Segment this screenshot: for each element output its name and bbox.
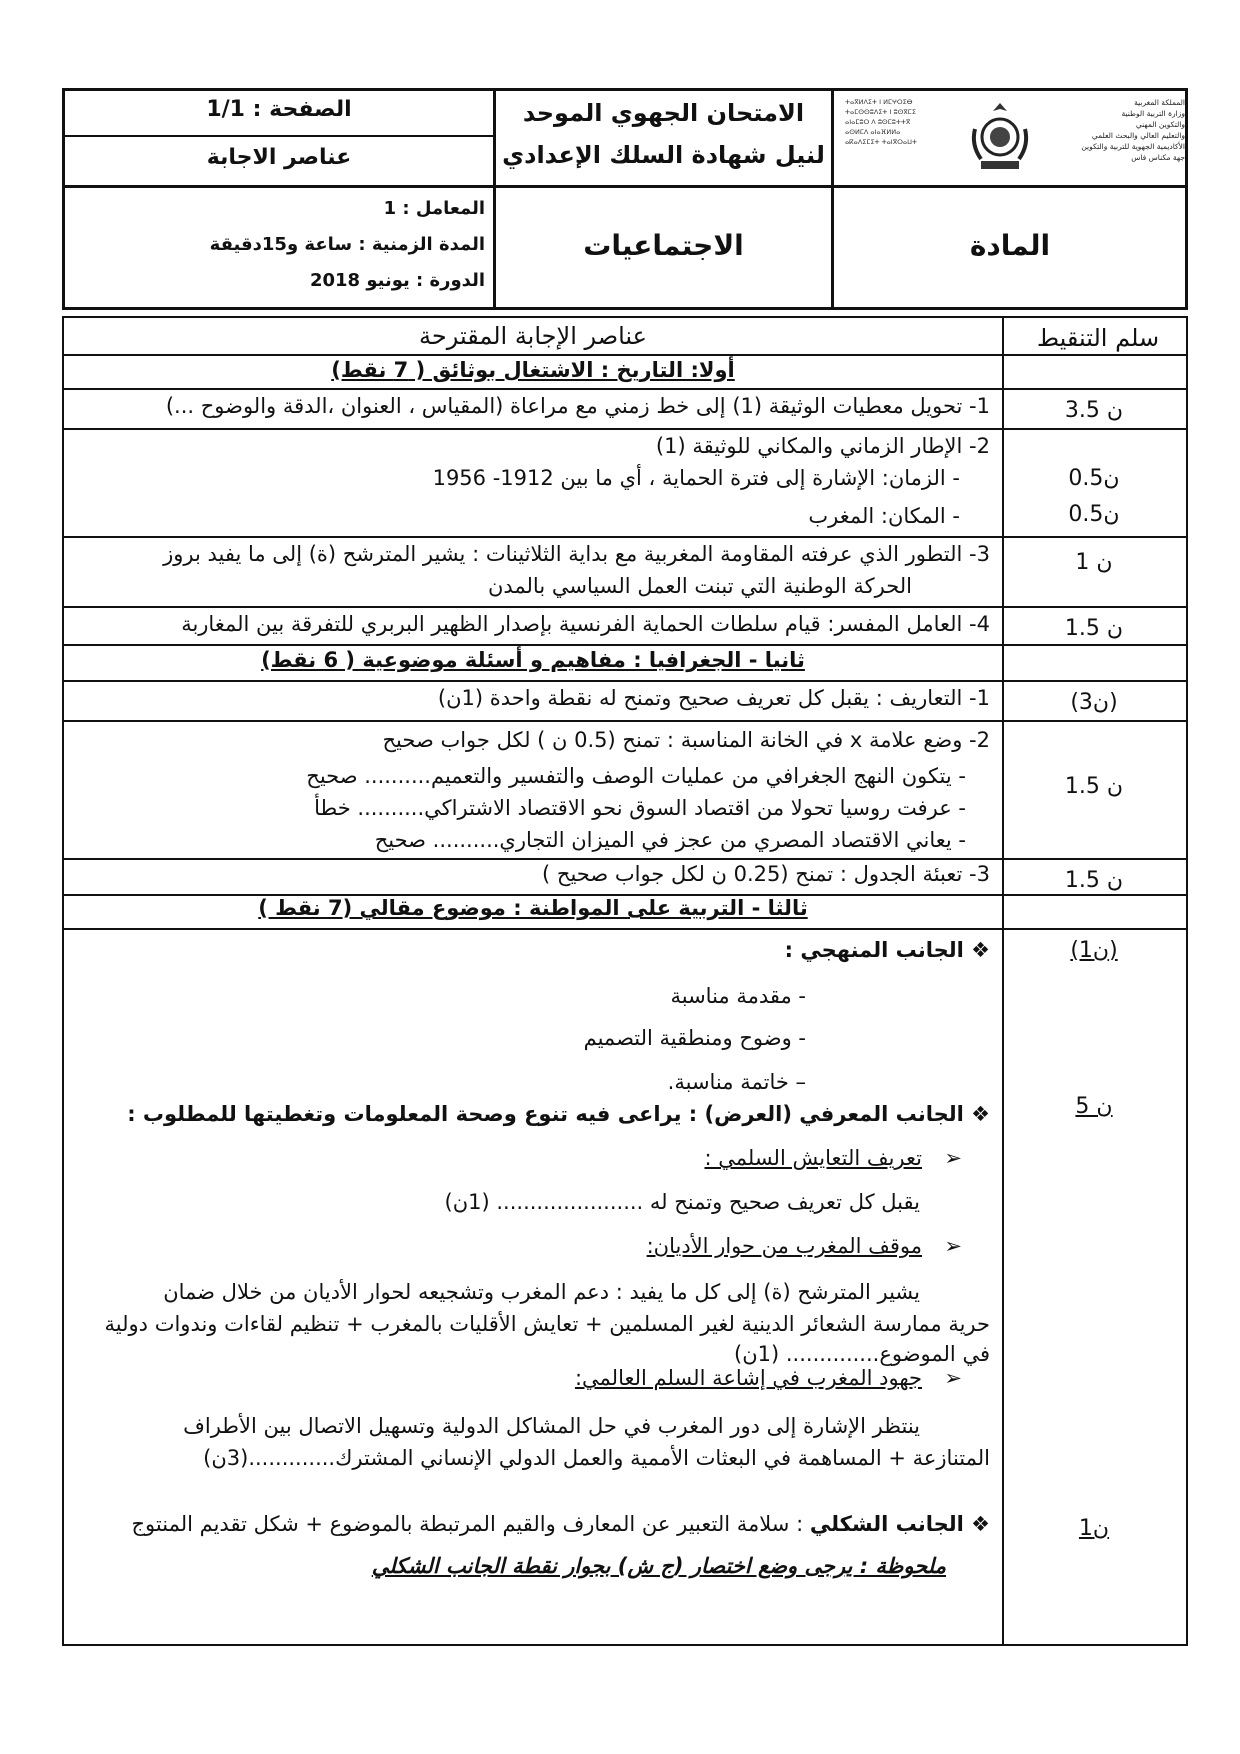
k3-bullet-icon: ➢ xyxy=(944,1366,962,1390)
section-citizenship-title: ثالثا - التربية على المواطنة : موضوع مقالي (7 نقط ) xyxy=(258,896,808,920)
method-conclusion: – خاتمة مناسبة. xyxy=(667,1070,806,1094)
k1-heading: تعريف التعايش السلمي : xyxy=(704,1146,922,1170)
score-q1: 3.5 ن xyxy=(1064,398,1124,423)
score-q3: 1 ن xyxy=(1075,550,1113,575)
k2-line3: في الموضوع.............. (1ن) xyxy=(734,1342,990,1366)
k2-line2: حرية ممارسة الشعائر الدينية لغير المسلمين + تعايش الأقليات بالمغرب + تنظيم لقاءات وندوات دولية xyxy=(104,1312,990,1336)
ministry-logo-block xyxy=(845,97,1185,181)
moroccan-coat-of-arms-icon xyxy=(967,99,1033,175)
coefficient: المعامل : 1 xyxy=(383,198,485,219)
score-method: (1ن) xyxy=(1070,938,1118,963)
ministry-tifinagh-text: ⵜⴰⴳⵍⴷⵉⵜ ⵏ ⵍⵎⵖⵔⵉⴱ ⵜⴰⵎⵙⵙⵓⴷⵉⵜ ⵏ ⵓⵙⴳⵎⵉ ⴰⵏⴰⵎⵓⵔ ⴷ ⵓⵙⵎⵓⵜⵜⴳ ⴰⵙⵍⵎⴷ ⴰⵏⴰⴼⵍⵍⴰ ⴰⴽⴰⴷⵉⵎⵉⵜ ⵜⴰⵏⴳⵔⴰⵡⵜ xyxy=(845,98,917,146)
duration: المدة الزمنية : ساعة و15دقيقة xyxy=(209,234,485,255)
ministry-arabic-text: المملكة المغربية وزارة التربية الوطنية والتكوين المهني والتعليم العالي والبحث العلمي الأكاديمية الجهوية للتربية والتكوين جهة مكناس فاس xyxy=(1081,98,1185,162)
exam-subtitle: لنيل شهادة السلك الإعدادي xyxy=(502,141,825,169)
score-form: 1ن xyxy=(1078,1516,1110,1541)
answer-q4: 4- العامل المفسر: قيام سلطات الحماية الفرنسية بإصدار الظهير البربري للتفرقة بين المغاربة xyxy=(181,612,990,636)
answer-g2: 2- وضع علامة x في الخانة المناسبة : تمنح (0.5 ن ) لكل جواب صحيح xyxy=(382,728,990,752)
answer-q2-time: - الزمان: الإشارة إلى فترة الحماية ، أي ما بين 1912- 1956 xyxy=(432,466,960,490)
answer-g1: 1- التعاريف : يقبل كل تعريف صحيح وتمنح له نقطة واحدة (1ن) xyxy=(437,686,990,710)
score-knowledge: 5 ن xyxy=(1075,1094,1113,1119)
k3-line1: ينتظر الإشارة إلى دور المغرب في حل المشاكل الدولية وتسهيل الاتصال بين الأطراف xyxy=(183,1414,920,1438)
knowledge-aspect-heading: ❖ الجانب المعرفي (العرض) : يراعى فيه تنوع وصحة المعلومات وتغطيتها للمطلوب : xyxy=(127,1102,990,1126)
col-header-answers: عناصر الإجابة المقترحة xyxy=(419,322,647,350)
answer-q3-line1: 3- التطور الذي عرفته المقاومة المغربية مع بداية الثلاثينات : يشير المترشح (ة) إلى ما يفيد بروز xyxy=(163,542,990,566)
method-intro: - مقدمة مناسبة xyxy=(670,984,806,1008)
method-clarity: - وضوح ومنطقية التصميم xyxy=(583,1026,806,1050)
k1-body: يقبل كل تعريف صحيح وتمنح له ...................... (1ن) xyxy=(444,1190,920,1214)
subject-label: المادة xyxy=(969,229,1051,262)
score-g3: 1.5 ن xyxy=(1064,868,1124,893)
score-q4: 1.5 ن xyxy=(1064,616,1124,641)
answer-elements-label: عناصر الاجابة xyxy=(206,145,352,170)
answer-q2-place: - المكان: المغرب xyxy=(808,504,960,528)
col-header-score: سلم التنقيط xyxy=(1036,324,1160,352)
answer-g2-c: - يعاني الاقتصاد المصري من عجز في الميزان التجاري.......... صحيح xyxy=(374,828,966,852)
answer-g2-a: - يتكون النهج الجغرافي من عمليات الوصف والتفسير والتعميم.......... صحيح xyxy=(306,764,966,788)
k3-heading: جهود المغرب في إشاعة السلم العالمي: xyxy=(574,1366,922,1390)
k1-bullet-icon: ➢ xyxy=(944,1146,962,1170)
answer-q1: 1- تحويل معطيات الوثيقة (1) إلى خط زمني مع مراعاة (المقياس ، العنوان ،الدقة والوضوح ...) xyxy=(165,394,990,418)
section-history-title: أولا: التاريخ : الاشتغال بوثائق ( 7 نقط) xyxy=(331,358,735,382)
note: ملحوظة : يرجى وضع اختصار (ج ش) بجوار نقطة الجانب الشكلي xyxy=(371,1554,946,1578)
answer-q3-line2: الحركة الوطنية التي تبنت العمل السياسي بالمدن xyxy=(487,574,912,598)
answer-g2-b: - عرفت روسيا تحولا من اقتصاد السوق نحو الاقتصاد الاشتراكي.......... خطأ xyxy=(314,796,966,820)
answer-g3: 3- تعبئة الجدول : تمنح (0.25 ن لكل جواب صحيح ) xyxy=(542,862,990,886)
answer-table xyxy=(62,316,1188,1646)
form-aspect: ❖ الجانب الشكلي : سلامة التعبير عن المعارف والقيم المرتبطة بالموضوع + شكل تقديم المنتوج xyxy=(131,1512,990,1536)
section-geography-title: ثانيا - الجغرافيا : مفاهيم و أسئلة موضوعية ( 6 نقط) xyxy=(261,648,805,672)
page-number: الصفحة : 1/1 xyxy=(206,97,352,122)
exam-title: الامتحان الجهوي الموحد xyxy=(522,99,805,127)
score-q2-time: 0.5ن xyxy=(1068,466,1120,491)
exam-meta xyxy=(75,191,485,299)
session: الدورة : يونيو 2018 xyxy=(309,270,485,291)
method-aspect-heading: ❖ الجانب المنهجي : xyxy=(784,938,990,962)
score-q2-place: 0.5ن xyxy=(1068,502,1120,527)
k2-bullet-icon: ➢ xyxy=(944,1234,962,1258)
score-g1: (3ن) xyxy=(1070,690,1118,715)
answer-q2: 2- الإطار الزماني والمكاني للوثيقة (1) xyxy=(655,434,990,458)
k2-line1: يشير المترشح (ة) إلى كل ما يفيد : دعم المغرب وتشجيعه لحوار الأديان من خلال ضمان xyxy=(163,1280,920,1304)
k3-line2: المتنازعة + المساهمة في البعثات الأممية والعمل الدولي الإنساني المشترك.............(3ن) xyxy=(203,1446,990,1470)
k2-heading: موقف المغرب من حوار الأديان: xyxy=(646,1234,922,1258)
score-g2: 1.5 ن xyxy=(1064,774,1124,799)
exam-header xyxy=(62,88,1188,310)
subject-name: الاجتماعيات xyxy=(583,229,744,262)
